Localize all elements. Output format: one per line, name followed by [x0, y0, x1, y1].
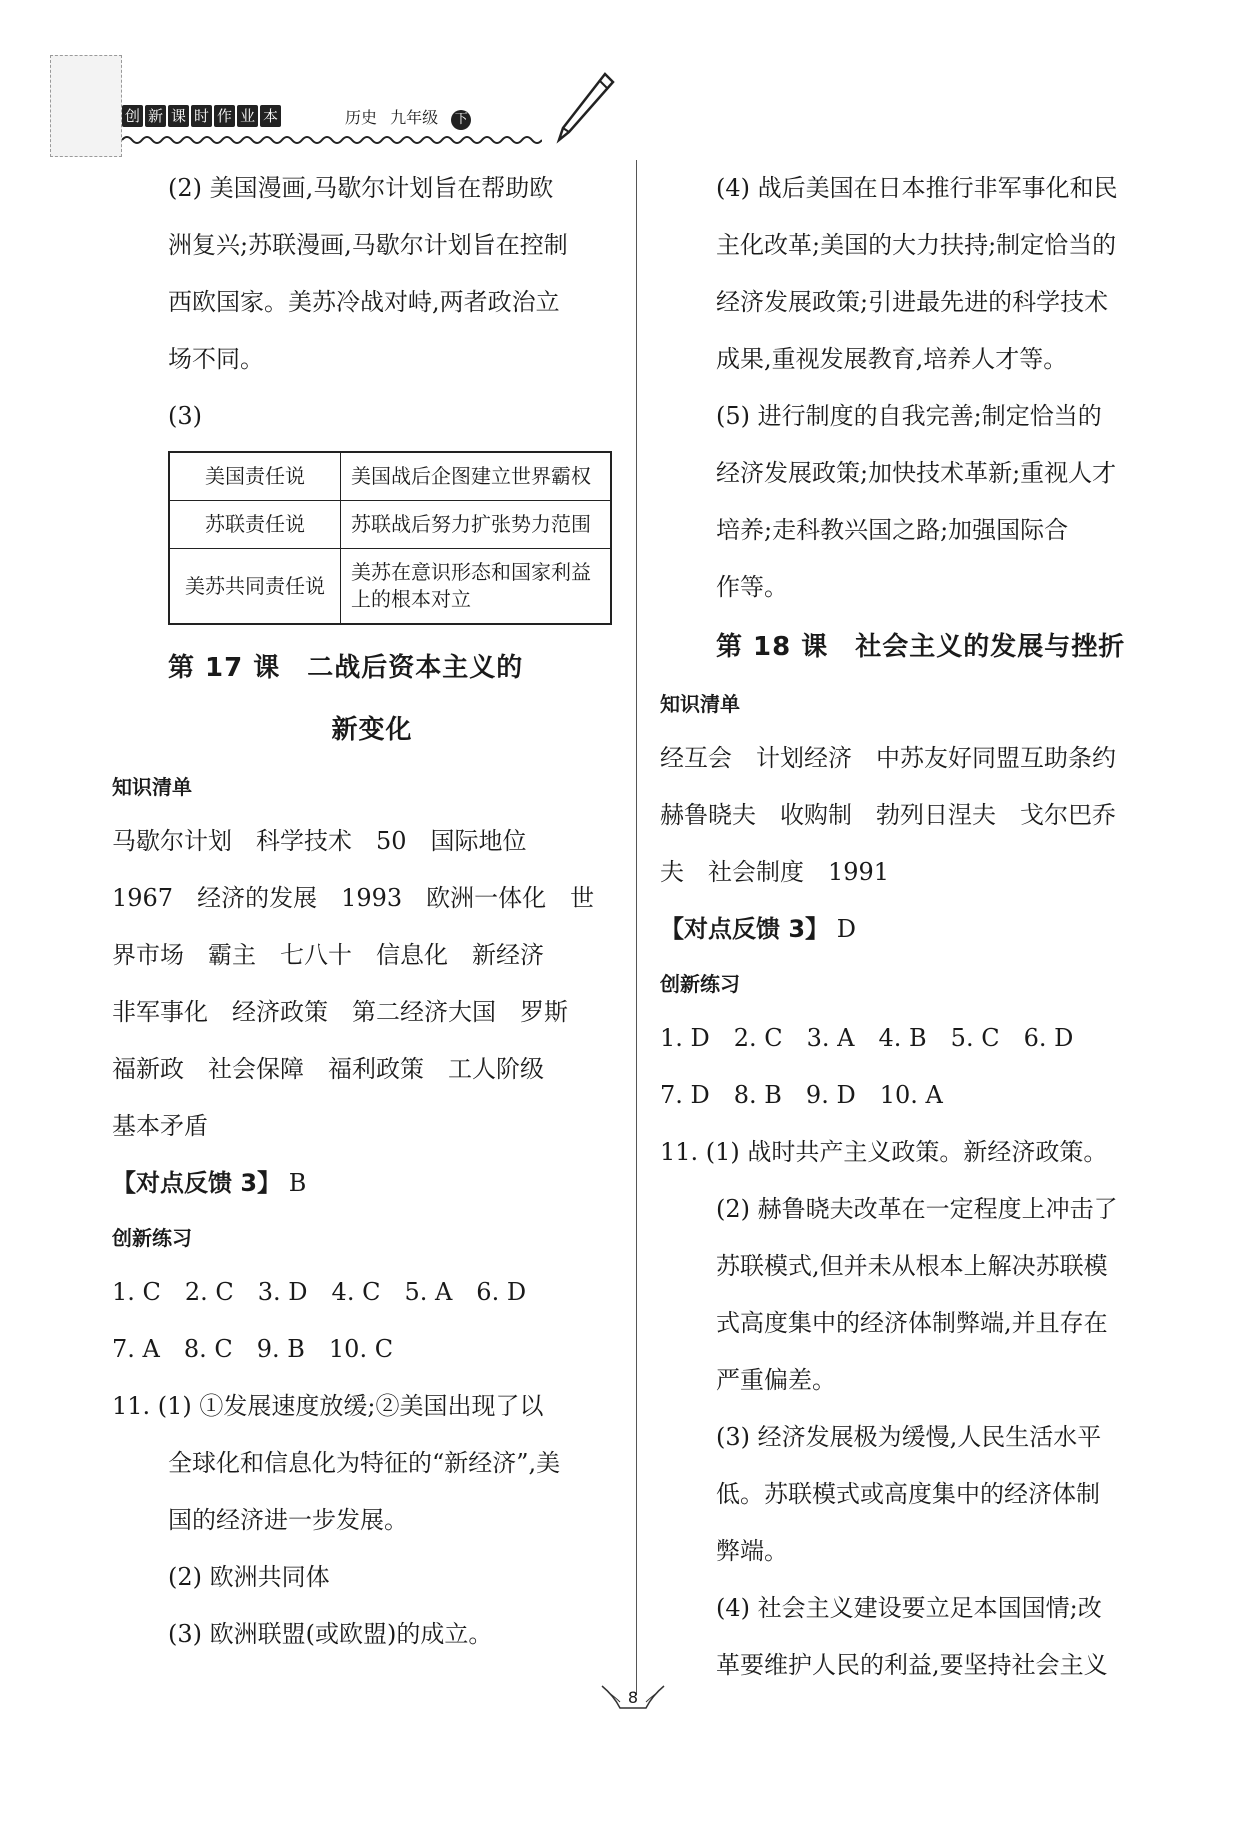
feedback-answer: D: [836, 915, 856, 943]
title-badge: 新: [145, 105, 166, 127]
answer-line: 弊端。: [716, 1537, 788, 1565]
answer-line: 经济发展政策;引进最先进的科学技术: [716, 288, 1109, 316]
knowledge-line: 福新政 社会保障 福利政策 工人阶级: [112, 1055, 544, 1083]
title-badge: 创: [122, 105, 143, 127]
page-header: [50, 55, 630, 175]
feedback-label: 【对点反馈 3】: [112, 1169, 282, 1197]
series-title-badges: [122, 105, 283, 127]
answer-line: 场不同。: [168, 345, 264, 373]
feedback-answer: B: [288, 1169, 307, 1197]
title-badge: 作: [214, 105, 235, 127]
page-number: [598, 1688, 668, 1707]
subject-label: 历史: [345, 108, 378, 127]
knowledge-line: 马歇尔计划 科学技术 50 国际地位: [112, 827, 527, 855]
feedback-line: [112, 1155, 632, 1212]
answer-line: 苏联模式,但并未从根本上解决苏联模: [716, 1252, 1108, 1280]
volume-badge: 下: [451, 110, 471, 130]
page-number-text: 8: [627, 1688, 639, 1707]
title-badge: 时: [191, 105, 212, 127]
title-badge: 业: [237, 105, 258, 127]
table-cell-key: 美国责任说: [169, 452, 341, 501]
feedback-label: 【对点反馈 3】: [660, 915, 830, 943]
section-title: 知识清单: [112, 775, 192, 799]
answer-line: 7. A 8. C 9. B 10. C: [112, 1335, 394, 1363]
answer-line: (4) 战后美国在日本推行非军事化和民: [716, 174, 1118, 202]
answer-line: (3): [168, 402, 202, 430]
table-cell-key: 美苏共同责任说: [169, 549, 341, 625]
answer-line: 国的经济进一步发展。: [168, 1506, 408, 1534]
knowledge-line: 经互会 计划经济 中苏友好同盟互助条约: [660, 744, 1116, 772]
answer-line: (4) 社会主义建设要立足本国国情;改: [716, 1594, 1102, 1622]
answer-line: 全球化和信息化为特征的“新经济”,美: [168, 1449, 561, 1477]
section-title: 知识清单: [660, 692, 740, 716]
table-cell-value: 美国战后企图建立世界霸权: [341, 452, 612, 501]
table-row: [169, 452, 611, 501]
answer-line: 作等。: [716, 573, 788, 601]
answer-line: 式高度集中的经济体制弊端,并且存在: [716, 1309, 1108, 1337]
answer-line: 低。苏联模式或高度集中的经济体制: [716, 1480, 1100, 1508]
answer-line: 经济发展政策;加快技术革新;重视人才: [716, 459, 1117, 487]
knowledge-line: 1967 经济的发展 1993 欧洲一体化 世: [112, 884, 595, 912]
title-badge: 课: [168, 105, 189, 127]
answer-line: 1. D 2. C 3. A 4. B 5. C 6. D: [660, 1024, 1074, 1052]
mascot-placeholder: [50, 55, 122, 157]
answer-line: 西欧国家。美苏冷战对峙,两者政治立: [168, 288, 560, 316]
feedback-line: [660, 901, 1190, 958]
right-column: [660, 160, 1190, 1694]
left-column: [112, 160, 632, 1663]
title-badge: 本: [260, 105, 281, 127]
knowledge-line: 界市场 霸主 七八十 信息化 新经济: [112, 941, 544, 969]
table-cell-key: 苏联责任说: [169, 501, 341, 549]
knowledge-line: 基本矛盾: [112, 1112, 208, 1140]
answer-line: 11. (1) ①发展速度放缓;②美国出现了以: [112, 1392, 544, 1420]
answer-line: (2) 赫鲁晓夫改革在一定程度上冲击了: [716, 1195, 1118, 1223]
answer-line: (3) 欧洲联盟(或欧盟)的成立。: [168, 1620, 493, 1648]
answer-line: 7. D 8. B 9. D 10. A: [660, 1081, 943, 1109]
header-wave-line: [122, 133, 542, 147]
column-divider: [636, 160, 637, 1695]
answer-line: (3) 经济发展极为缓慢,人民生活水平: [716, 1423, 1102, 1451]
responsibility-table: [168, 451, 612, 625]
pencil-icon: [555, 70, 615, 145]
answer-line: 主化改革;美国的大力扶持;制定恰当的: [716, 231, 1117, 259]
answer-line: 培养;走科教兴国之路;加强国际合: [716, 516, 1069, 544]
answer-line: 严重偏差。: [716, 1366, 836, 1394]
table-cell-value: 苏联战后努力扩张势力范围: [341, 501, 612, 549]
lesson-heading: 第 17 课 二战后资本主义的: [168, 653, 524, 683]
answer-line: (2) 欧洲共同体: [168, 1563, 330, 1591]
grade-label: 九年级: [390, 108, 439, 127]
knowledge-line: 赫鲁晓夫 收购制 勃列日涅夫 戈尔巴乔: [660, 801, 1116, 829]
answer-line: 成果,重视发展教育,培养人才等。: [716, 345, 1068, 373]
lesson-heading: 第 18 课 社会主义的发展与挫折: [716, 632, 1126, 662]
table-cell-value: 美苏在意识形态和国家利益上的根本对立: [341, 549, 612, 625]
table-row: [169, 549, 611, 625]
table-row: [169, 501, 611, 549]
section-title: 创新练习: [660, 972, 740, 996]
answer-line: (5) 进行制度的自我完善;制定恰当的: [716, 402, 1102, 430]
knowledge-line: 夫 社会制度 1991: [660, 858, 890, 886]
lesson-heading: 新变化: [331, 715, 413, 745]
header-subtitle: [345, 105, 479, 130]
answer-line: 1. C 2. C 3. D 4. C 5. A 6. D: [112, 1278, 527, 1306]
answer-line: (2) 美国漫画,马歇尔计划旨在帮助欧: [168, 174, 554, 202]
answer-line: 11. (1) 战时共产主义政策。新经济政策。: [660, 1138, 1108, 1166]
answer-line: 革要维护人民的利益,要坚持社会主义: [716, 1651, 1108, 1679]
answer-line: 洲复兴;苏联漫画,马歇尔计划旨在控制: [168, 231, 568, 259]
section-title: 创新练习: [112, 1226, 192, 1250]
knowledge-line: 非军事化 经济政策 第二经济大国 罗斯: [112, 998, 568, 1026]
